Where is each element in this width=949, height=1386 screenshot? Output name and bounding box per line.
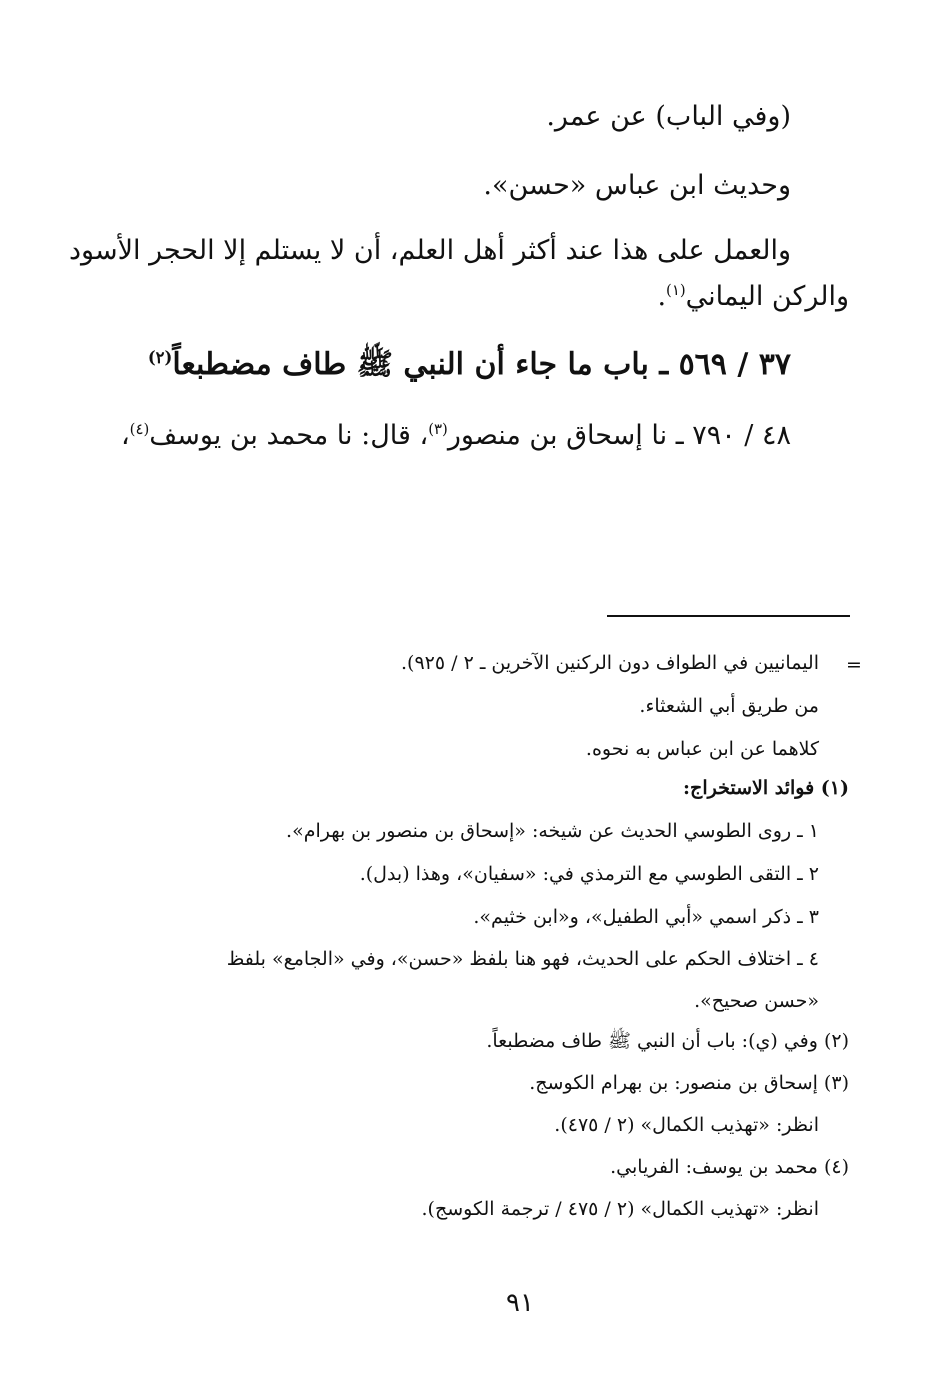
footnote-1-item-3: ٣ ـ ذكر اسمي «أبي الطفيل»، و«ابن خثيم».	[473, 906, 819, 928]
text-line-4	[657, 279, 849, 315]
footnote-continuation-2: من طريق أبي الشعثاء.	[639, 695, 819, 717]
footnote-1-item-4-cont: «حسن صحيح».	[694, 990, 819, 1012]
chapter-heading-text: ٣٧ / ٥٦٩ ـ باب ما جاء أن النبي ﷺ طاف مضطبعاً	[172, 347, 791, 382]
page-number: ٩١	[506, 1288, 534, 1318]
footnote-1-item-1: ١ ـ روى الطوسي الحديث عن شيخه: «إسحاق بن منصور بن بهرام».	[286, 820, 819, 842]
footnote-separator	[607, 615, 850, 617]
footnote-1-item-4: ٤ ـ اختلاف الحكم على الحديث، فهو هنا بلفظ «حسن»، وفي «الجامع» بلفظ	[226, 948, 819, 970]
continuation-marker: =	[846, 654, 862, 676]
footnote-3: (٣) إسحاق بن منصور: بن بهرام الكوسج.	[529, 1072, 849, 1094]
footnote-ref-4: (٤)	[129, 420, 150, 438]
text-line-2: وحديث ابن عباس «حسن».	[483, 170, 791, 201]
hadith-part-3: ،	[120, 420, 130, 451]
chapter-heading	[148, 345, 791, 385]
footnote-3-ref: انظر: «تهذيب الكمال» (٢ / ٤٧٥).	[554, 1114, 819, 1136]
footnote-1-item-2: ٢ ـ التقى الطوسي مع الترمذي في: «سفيان»، وهذا (بدل).	[359, 863, 819, 885]
footnote-continuation-3: كلاهما عن ابن عباس به نحوه.	[585, 738, 819, 760]
text-line-1: (وفي الباب) عن عمر.	[546, 101, 791, 132]
text-line-3: والعمل على هذا عند أكثر أهل العلم، أن لا يستلم إلا الحجر الأسود	[69, 235, 791, 266]
footnote-ref-3: (٣)	[428, 420, 448, 438]
footnote-continuation-1: اليمانيين في الطواف دون الركنين الآخرين ـ ٢ / ٩٢٥).	[401, 652, 819, 674]
hadith-line	[121, 418, 791, 454]
hadith-part-1: ٤٨ / ٧٩٠ ـ نا إسحاق بن منصور	[447, 420, 791, 451]
footnote-4-ref: انظر: «تهذيب الكمال» (٢ / ٤٧٥ / ترجمة الكوسج).	[421, 1198, 819, 1220]
text-line-4-end: .	[657, 281, 667, 312]
footnote-1-title: (١) فوائد الاستخراج:	[683, 777, 849, 799]
footnote-ref-2: (٢)	[147, 348, 173, 367]
footnote-ref-1: (١)	[666, 281, 686, 299]
hadith-part-2: ، قال: نا محمد بن يوسف	[149, 420, 429, 451]
footnote-4: (٤) محمد بن يوسف: الفريابي.	[610, 1156, 849, 1178]
text-line-4-body: والركن اليماني	[685, 281, 849, 312]
footnote-2: (٢) وفي (ي): باب أن النبي ﷺ طاف مضطبعاً.	[486, 1030, 849, 1052]
